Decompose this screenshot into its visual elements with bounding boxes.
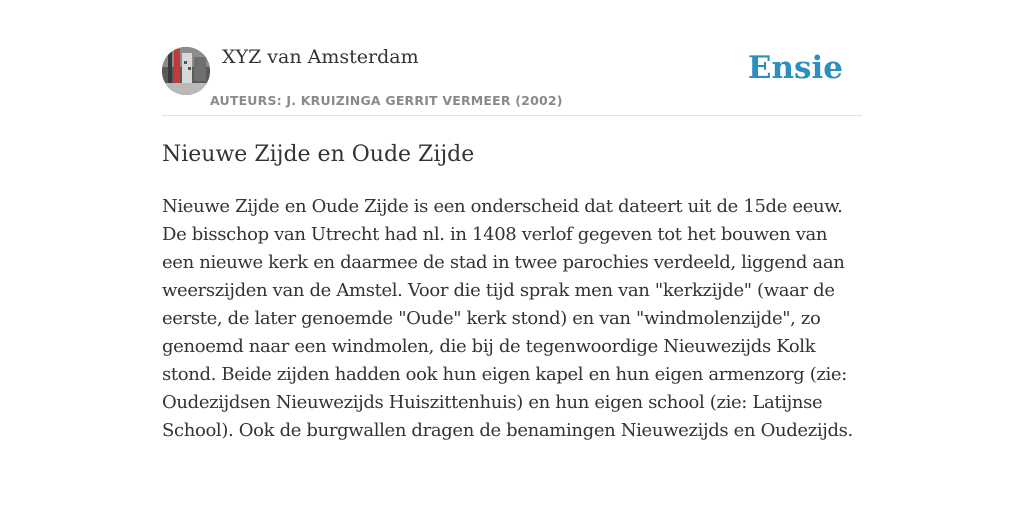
ensie-logo[interactable]: Ensie bbox=[747, 50, 843, 86]
entry-card bbox=[162, 40, 862, 445]
book-cover-avatar[interactable] bbox=[162, 47, 210, 95]
book-cover-image bbox=[162, 47, 210, 95]
authors-line: AUTEURS: J. KRUIZINGA GERRIT VERMEER (2002) bbox=[210, 93, 563, 108]
book-header bbox=[162, 40, 862, 116]
entry-body: Nieuwe Zijde en Oude Zijde is een onderscheid dat dateert uit de 15de eeuw. De bisschop van Utrecht had nl. in 1408 verlof gegeven tot het bouwen van een nieuwe kerk en daarmee de stad in twee parochies verdeeld, liggend aan weerszijden van de Amstel. Voor die tijd sprak men van "kerkzijde" (waar de eerste, de later genoemde "Oude" kerk stond) en van "windmolenzijde", zo genoemd naar een windmolen, die bij de tegenwoordige Nieuwezijds Kolk stond. Beide zijden hadden ook hun eigen kapel en hun eigen armenzorg (zie: Oudezijdsen Nieuwezijds Huiszittenhuis) en hun eigen school (zie: Latijnse School). Ook de burgwallen dragen de benamingen Nieuwezijds en Oudezijds. bbox=[162, 196, 853, 441]
book-title[interactable]: XYZ van Amsterdam bbox=[222, 46, 419, 68]
entry-title: Nieuwe Zijde en Oude Zijde bbox=[162, 142, 475, 167]
